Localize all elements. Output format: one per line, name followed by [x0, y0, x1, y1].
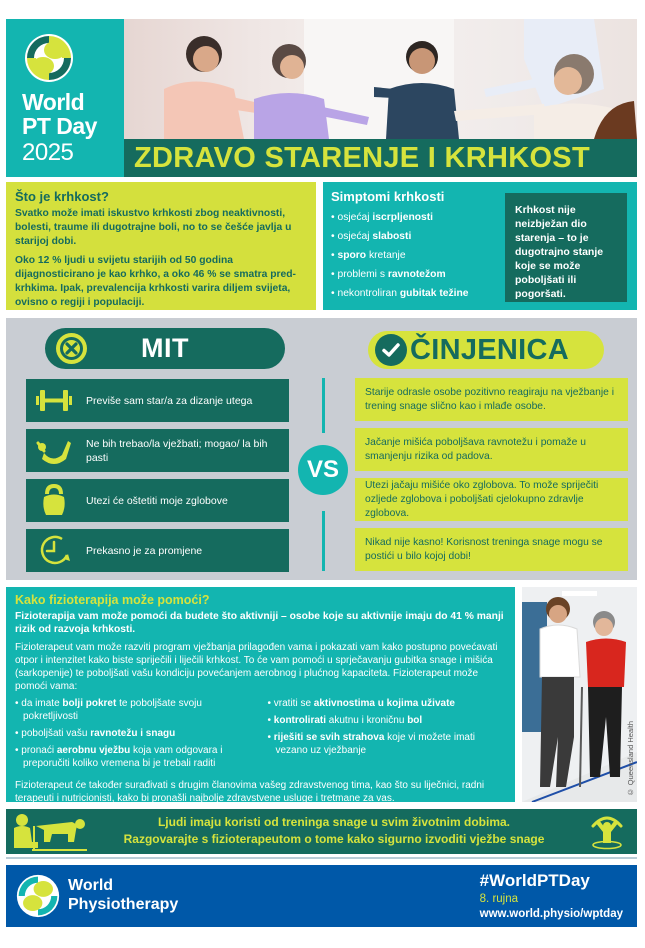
help-benefits-left [15, 697, 254, 774]
symptom-item: • sporo kretanje [331, 246, 629, 265]
clock-icon [34, 533, 74, 568]
footer-campaign-info [480, 870, 623, 922]
myth-vs-fact-section [6, 318, 637, 580]
world-physiotherapy-wordmark: World Physiotherapy [68, 877, 179, 913]
seniors-exercising-illustration [124, 19, 637, 139]
how-physio-helps-lead: Fizioterapija vam može pomoći da budete što aktivniji – osobe koje su aktivnije imaju do 41 % manji rizik od razvoja krhkosti. [15, 611, 504, 635]
photo-credit: © Queensland Health [626, 720, 635, 796]
benefit-item: • poboljšati vašu ravnotežu i snagu [15, 727, 254, 740]
world-pt-day-logo-icon [24, 33, 74, 83]
fact-text: Utezi jačaju mišiće oko zglobova. To može spriječiti ozljede zglobova i poboljšati cjelokupno zdravlje zglobova. [365, 479, 599, 519]
world-physiotherapy-logo-icon [16, 874, 60, 918]
fact-card [355, 428, 628, 471]
what-is-frailty-panel [6, 182, 316, 310]
symptoms-heading: Simptomi krhkosti [331, 189, 445, 204]
symptom-item: • osjećaj slabosti [331, 227, 629, 246]
banner-text [91, 814, 577, 848]
hashtag: #WorldPTDay [479, 871, 590, 890]
logo-title-line1: World [22, 89, 85, 115]
vs-badge: VS [298, 445, 348, 495]
myth-card [26, 429, 289, 472]
symptom-item: • osjećaj iscrpljenosti [331, 208, 629, 227]
banner-line2: Razgovarajte s fizioterapeutom o tome kako sigurno izvoditi vježbe snage [123, 832, 545, 846]
myth-card [26, 379, 289, 422]
myth-card [26, 529, 289, 572]
myth-text: Previše sam star/a za dizanje utega [86, 394, 253, 407]
what-is-frailty-heading: Što je krhkost? [15, 189, 109, 204]
page-title-bar [124, 139, 637, 177]
fact-header-pill [368, 331, 604, 369]
how-physio-helps-heading: Kako fizioterapija može pomoći? [15, 593, 210, 607]
physio-walking-photo [522, 587, 637, 802]
logo-year: 2025 [22, 139, 74, 166]
checkmark-icon [375, 334, 407, 366]
vs-divider-top [322, 378, 325, 433]
world-pt-day-logo-block [6, 19, 124, 177]
footer-bar [6, 865, 637, 927]
how-physio-helps-body: Fizioterapeut vam može razviti program vježbanja prilagođen vama i pokazati vam kako postupno povećavati otpor i intenzitet kako biste spriječili i liječili krhkost. To će vam pomoći u sprječavanju gubitka snage i mišića (sarkopenije) te poboljšati vašu kondiciju povećanjem aerobnog i plućnog kapaciteta. Fizioterapeut može pomoći vama: [15, 642, 498, 692]
fact-label: ČINJENICA [410, 334, 569, 366]
myth-text: Ne bih trebao/la vježbati; mogao/ la bih pasti [86, 437, 268, 464]
fact-text: Jačanje mišića poboljšava ravnotežu i pomaže u smanjenju rizika od padova. [365, 436, 586, 462]
event-date: 8. rujna [479, 893, 519, 905]
falling-person-icon [34, 433, 74, 468]
benefit-item: • kontrolirati akutnu i kroničnu bol [268, 714, 507, 727]
water-exercise-icon [587, 812, 627, 852]
hero-photo [124, 19, 637, 139]
page-title: ZDRAVO STARENJE I KRHKOST [134, 142, 590, 174]
symptom-item: • problemi s ravnotežom [331, 265, 629, 284]
vs-divider-bottom [322, 511, 325, 571]
fact-card [355, 378, 628, 421]
logo-title-line2: PT Day [22, 113, 97, 139]
help-benefit-columns [15, 697, 506, 774]
banner-divider [6, 857, 637, 859]
dumbbell-icon [34, 383, 74, 418]
myth-label: MIT [141, 333, 189, 363]
physio-assisting-patient-illustration [522, 587, 637, 802]
how-physio-helps-closing: Fizioterapeut će također surađivati s drugim članovima vašeg zdravstvenog tima, kao što su liječnici, radni terapeuti i nutricionisti, kako bi pronašli najbolje zdravstvene usluge i tretmane za vas. [15, 780, 485, 804]
what-is-frailty-para1: Svatko može imati iskustvo krhkosti zbog neaktivnosti, bolesti, traume ili dugotrajne boli, no to se češće javlja u starijoj dobi. [15, 208, 292, 247]
myth-text: Prekasno je za promjene [86, 544, 203, 557]
fact-card [355, 528, 628, 571]
myth-header-pill [45, 328, 285, 369]
frailty-note-box: Krhkost nije neizbježan dio starenja – to je dugotrajno stanje koje se može poboljšati ili pogoršati. [505, 193, 627, 302]
kettlebell-icon [34, 483, 74, 518]
benefit-item: • da imate bolji pokret te poboljšate svoju pokretljivosti [15, 697, 254, 723]
banner-line1: Ljudi imaju koristi od treninga snage u svim životnim dobima. [157, 815, 511, 829]
campaign-url[interactable]: www.world.physio/wptday [479, 908, 623, 920]
how-physio-helps-panel [6, 587, 515, 802]
fact-text: Starije odrasle osobe pozitivno reagiraju na vježbanje i trening snage slično kao i mlađe osobe. [365, 386, 614, 412]
benefit-item: • pronaći aerobnu vježbu koja vam odgovara i preporučiti koliko vremena bi je trebali raditi [15, 744, 254, 770]
fact-card [355, 478, 628, 521]
benefit-item: • riješiti se svih strahova koje vi možete imati vezano uz vježbanje [268, 731, 507, 757]
strength-training-banner [6, 809, 637, 854]
symptom-item: • nekontroliran gubitak težine [331, 284, 629, 303]
what-is-frailty-para2: Oko 12 % ljudi u svijetu starijih od 50 godina dijagnosticirano je kao krhko, a oko 46 % se smatra pred-krhkima. Ipak, prevalencija krhkosti varira diljem svijeta, ovisno o regiji i populaciji. [15, 255, 296, 308]
myth-text: Utezi će oštetiti moje zglobove [86, 494, 228, 507]
benefit-item: • vratiti se aktivnostima u kojima uživate [268, 697, 507, 710]
myth-card [26, 479, 289, 522]
assisted-exercise-icon [12, 812, 90, 852]
help-benefits-right [268, 697, 507, 774]
fact-text: Nikad nije kasno! Korisnost treninga snage mogu se postići u bilo kojoj dobi! [365, 536, 603, 562]
